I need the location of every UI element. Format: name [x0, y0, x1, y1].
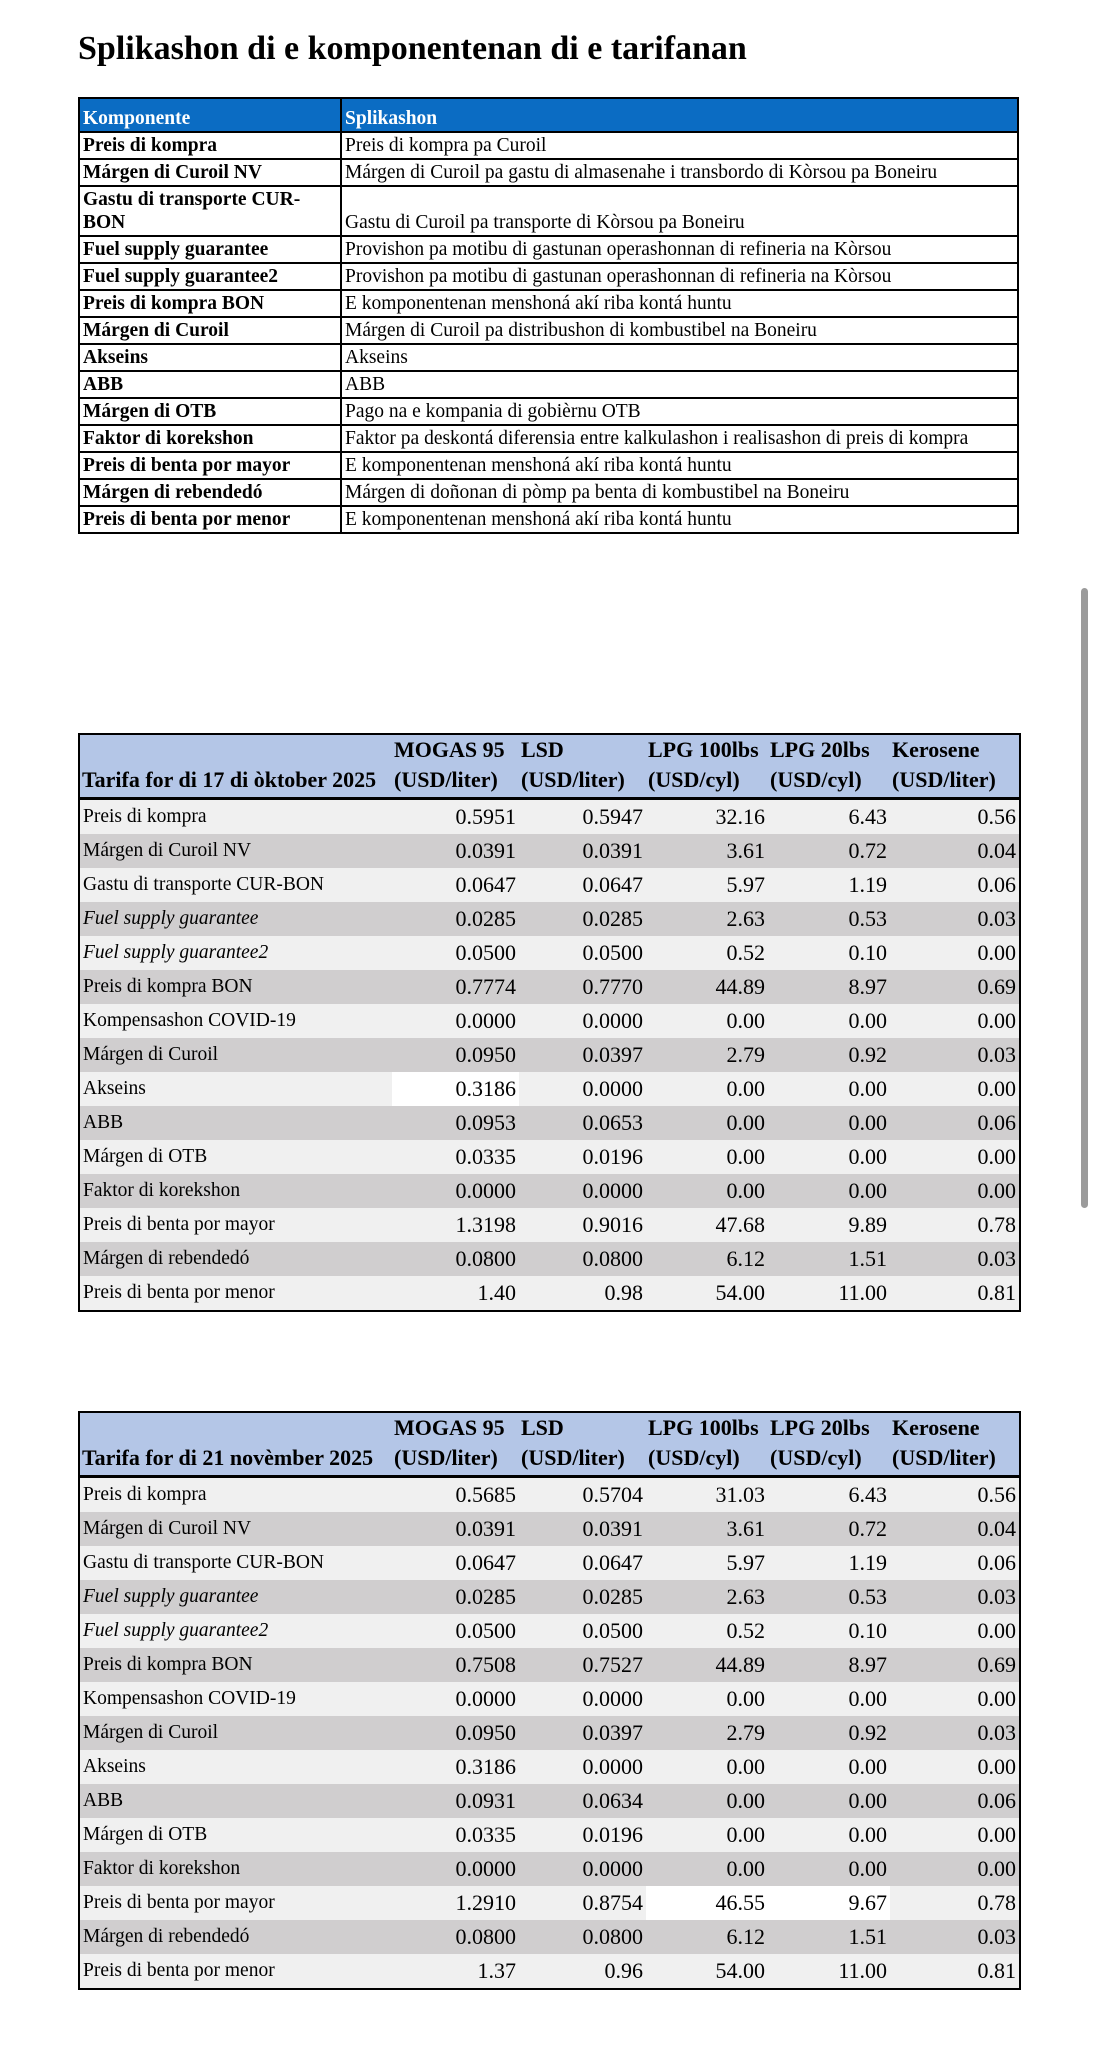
explanation-row: [79, 344, 1018, 371]
explanation-row: [79, 479, 1018, 506]
explanation-table: [78, 97, 1019, 534]
component-explanation: Pago na e kompania di gobièrnu OTB: [341, 398, 1018, 425]
row-label: ABB: [79, 1106, 392, 1140]
explanation-row: [79, 132, 1018, 159]
row-label: Akseins: [79, 1750, 392, 1784]
value-cell: 0.03: [890, 1242, 1020, 1276]
value-cell: 0.78: [890, 1886, 1020, 1920]
value-cell: 2.63: [646, 902, 768, 936]
value-cell: 0.0391: [519, 834, 646, 868]
value-cell: 0.00: [768, 1784, 890, 1818]
value-cell: 0.00: [646, 1852, 768, 1886]
value-cell: 0.00: [768, 1174, 890, 1208]
value-cell: 3.61: [646, 1512, 768, 1546]
row-label: Fuel supply guarantee: [79, 902, 392, 936]
component-explanation: Provishon pa motibu di gastunan operashonnan di refineria na Kòrsou: [341, 236, 1018, 263]
value-cell: 0.00: [646, 1004, 768, 1038]
value-cell: 47.68: [646, 1208, 768, 1242]
component-name: Fuel supply guarantee: [79, 236, 341, 263]
value-cell: 0.92: [768, 1038, 890, 1072]
component-explanation: Gastu di Curoil pa transporte di Kòrsou pa Boneiru: [341, 186, 1018, 236]
value-cell: 0.69: [890, 970, 1020, 1004]
value-cell: 2.79: [646, 1716, 768, 1750]
component-name: Márgen di Curoil: [79, 317, 341, 344]
value-cell: 0.52: [646, 936, 768, 970]
row-label: Preis di kompra BON: [79, 1648, 392, 1682]
value-cell: 0.06: [890, 1106, 1020, 1140]
value-cell: 0.5704: [519, 1477, 646, 1513]
table-row: [79, 1852, 1020, 1886]
value-cell: 0.00: [768, 1106, 890, 1140]
column-header: MOGAS 95 (USD/liter): [392, 734, 519, 799]
value-cell: 0.03: [890, 902, 1020, 936]
value-cell: 0.0285: [519, 902, 646, 936]
column-header: LPG 100lbs (USD/cyl): [646, 1412, 768, 1477]
value-cell: 0.00: [646, 1784, 768, 1818]
value-cell: 46.55: [646, 1886, 768, 1920]
component-explanation: Preis di kompra pa Curoil: [341, 132, 1018, 159]
value-cell: 0.00: [890, 1682, 1020, 1716]
component-name: Akseins: [79, 344, 341, 371]
value-cell: 0.5951: [392, 799, 519, 835]
value-cell: 8.97: [768, 1648, 890, 1682]
value-cell: 0.0950: [392, 1038, 519, 1072]
value-cell: 0.0647: [392, 868, 519, 902]
table-row: [79, 1682, 1020, 1716]
row-label: Márgen di Curoil NV: [79, 1512, 392, 1546]
value-cell: 0.00: [646, 1750, 768, 1784]
value-cell: 1.3198: [392, 1208, 519, 1242]
table-row: [79, 902, 1020, 936]
table-row: [79, 1954, 1020, 1989]
value-cell: 0.00: [890, 1852, 1020, 1886]
value-cell: 0.0800: [392, 1920, 519, 1954]
value-cell: 0.52: [646, 1614, 768, 1648]
value-cell: 0.0285: [519, 1580, 646, 1614]
component-name: Márgen di rebendedó: [79, 479, 341, 506]
value-cell: 0.8754: [519, 1886, 646, 1920]
row-label: Faktor di korekshon: [79, 1852, 392, 1886]
table-row: [79, 1208, 1020, 1242]
value-cell: 0.0647: [519, 1546, 646, 1580]
row-label: Márgen di OTB: [79, 1140, 392, 1174]
value-cell: 0.78: [890, 1208, 1020, 1242]
value-cell: 9.89: [768, 1208, 890, 1242]
row-label: Preis di benta por menor: [79, 1276, 392, 1311]
explanation-row: [79, 317, 1018, 344]
value-cell: 0.3186: [392, 1072, 519, 1106]
value-cell: 0.00: [890, 1750, 1020, 1784]
explanation-row: [79, 425, 1018, 452]
component-name: Márgen di OTB: [79, 398, 341, 425]
value-cell: 0.0335: [392, 1140, 519, 1174]
value-cell: 0.00: [646, 1818, 768, 1852]
value-cell: 0.0950: [392, 1716, 519, 1750]
value-cell: 0.06: [890, 1546, 1020, 1580]
value-cell: 0.0800: [392, 1242, 519, 1276]
table-row: [79, 1242, 1020, 1276]
value-cell: 0.00: [890, 1140, 1020, 1174]
value-cell: 2.63: [646, 1580, 768, 1614]
row-label: Gastu di transporte CUR-BON: [79, 868, 392, 902]
component-name: Preis di benta por mayor: [79, 452, 341, 479]
component-name: Márgen di Curoil NV: [79, 159, 341, 186]
row-label: Akseins: [79, 1072, 392, 1106]
value-cell: 0.00: [768, 1004, 890, 1038]
value-cell: 0.0285: [392, 1580, 519, 1614]
value-cell: 31.03: [646, 1477, 768, 1513]
table-row: [79, 834, 1020, 868]
component-explanation: Provishon pa motibu di gastunan operashonnan di refineria na Kòrsou: [341, 263, 1018, 290]
table-row: [79, 1106, 1020, 1140]
value-cell: 0.92: [768, 1716, 890, 1750]
value-cell: 0.0931: [392, 1784, 519, 1818]
component-name: Fuel supply guarantee2: [79, 263, 341, 290]
column-header: MOGAS 95 (USD/liter): [392, 1412, 519, 1477]
value-cell: 0.0800: [519, 1920, 646, 1954]
value-cell: 2.79: [646, 1038, 768, 1072]
value-cell: 0.0647: [519, 868, 646, 902]
value-cell: 1.51: [768, 1242, 890, 1276]
header-splikashon: Splikashon: [341, 98, 1018, 132]
scrollbar[interactable]: [1081, 588, 1088, 1208]
value-cell: 0.00: [890, 1614, 1020, 1648]
value-cell: 6.12: [646, 1242, 768, 1276]
value-cell: 0.00: [768, 1750, 890, 1784]
table-row: [79, 1716, 1020, 1750]
column-header: LSD (USD/liter): [519, 734, 646, 799]
value-cell: 44.89: [646, 970, 768, 1004]
value-cell: 0.00: [768, 1072, 890, 1106]
value-cell: 0.5947: [519, 799, 646, 835]
value-cell: 5.97: [646, 868, 768, 902]
value-cell: 0.0000: [392, 1852, 519, 1886]
value-cell: 0.00: [890, 1174, 1020, 1208]
value-cell: 0.0000: [519, 1852, 646, 1886]
row-label: Preis di benta por mayor: [79, 1886, 392, 1920]
value-cell: 0.00: [768, 1682, 890, 1716]
row-label: Faktor di korekshon: [79, 1174, 392, 1208]
value-cell: 0.5685: [392, 1477, 519, 1513]
value-cell: 6.12: [646, 1920, 768, 1954]
value-cell: 1.40: [392, 1276, 519, 1311]
explanation-row: [79, 371, 1018, 398]
component-explanation: E komponentenan menshoná akí riba kontá huntu: [341, 290, 1018, 317]
value-cell: 0.96: [519, 1954, 646, 1989]
component-explanation: Akseins: [341, 344, 1018, 371]
value-cell: 0.7774: [392, 970, 519, 1004]
row-label: Preis di benta por menor: [79, 1954, 392, 1989]
row-label: Gastu di transporte CUR-BON: [79, 1546, 392, 1580]
table-row: [79, 1614, 1020, 1648]
value-cell: 0.00: [646, 1682, 768, 1716]
value-cell: 0.0397: [519, 1038, 646, 1072]
row-label: Preis di benta por mayor: [79, 1208, 392, 1242]
row-label: Márgen di rebendedó: [79, 1920, 392, 1954]
value-cell: 0.0397: [519, 1716, 646, 1750]
column-header: LPG 100lbs (USD/cyl): [646, 734, 768, 799]
value-cell: 0.00: [646, 1106, 768, 1140]
value-cell: 0.03: [890, 1038, 1020, 1072]
value-cell: 54.00: [646, 1954, 768, 1989]
component-explanation: Márgen di Curoil pa distribushon di kombustibel na Boneiru: [341, 317, 1018, 344]
column-header: LSD (USD/liter): [519, 1412, 646, 1477]
table-row: [79, 1174, 1020, 1208]
column-header: Kerosene (USD/liter): [890, 1412, 1020, 1477]
value-cell: 0.0500: [392, 936, 519, 970]
value-cell: 0.72: [768, 1512, 890, 1546]
component-name: Faktor di korekshon: [79, 425, 341, 452]
explanation-row: [79, 452, 1018, 479]
value-cell: 0.00: [890, 936, 1020, 970]
value-cell: 0.00: [646, 1140, 768, 1174]
value-cell: 0.0000: [392, 1174, 519, 1208]
row-label: Márgen di rebendedó: [79, 1242, 392, 1276]
value-cell: 0.0285: [392, 902, 519, 936]
value-cell: 0.00: [646, 1174, 768, 1208]
value-cell: 44.89: [646, 1648, 768, 1682]
table-row: [79, 1477, 1020, 1513]
value-cell: 0.0000: [519, 1072, 646, 1106]
value-cell: 0.7527: [519, 1648, 646, 1682]
value-cell: 0.53: [768, 902, 890, 936]
row-label: Fuel supply guarantee2: [79, 936, 392, 970]
column-header: LPG 20lbs (USD/cyl): [768, 1412, 890, 1477]
value-cell: 0.03: [890, 1580, 1020, 1614]
value-cell: 0.72: [768, 834, 890, 868]
value-cell: 0.81: [890, 1954, 1020, 1989]
table-row: [79, 1818, 1020, 1852]
table-row: [79, 1276, 1020, 1311]
tariff-table-october: [78, 733, 1021, 1312]
table-row: [79, 1004, 1020, 1038]
table-row: [79, 1580, 1020, 1614]
component-explanation: Faktor pa deskontá diferensia entre kalkulashon i realisashon di preis di kompra: [341, 425, 1018, 452]
value-cell: 0.0000: [519, 1174, 646, 1208]
value-cell: 0.0196: [519, 1818, 646, 1852]
value-cell: 0.00: [768, 1852, 890, 1886]
explanation-row: [79, 159, 1018, 186]
value-cell: 0.0000: [519, 1750, 646, 1784]
explanation-row: [79, 236, 1018, 263]
value-cell: 0.10: [768, 1614, 890, 1648]
value-cell: 0.0500: [392, 1614, 519, 1648]
value-cell: 0.0000: [392, 1004, 519, 1038]
value-cell: 0.10: [768, 936, 890, 970]
value-cell: 0.0500: [519, 1614, 646, 1648]
value-cell: 0.0953: [392, 1106, 519, 1140]
row-label: Fuel supply guarantee: [79, 1580, 392, 1614]
component-name: Preis di kompra: [79, 132, 341, 159]
row-label: Preis di kompra BON: [79, 970, 392, 1004]
value-cell: 0.98: [519, 1276, 646, 1311]
value-cell: 0.00: [890, 1004, 1020, 1038]
value-cell: 54.00: [646, 1276, 768, 1311]
value-cell: 0.7508: [392, 1648, 519, 1682]
table-row: [79, 970, 1020, 1004]
column-header: Kerosene (USD/liter): [890, 734, 1020, 799]
table-row: [79, 1784, 1020, 1818]
value-cell: 0.00: [768, 1140, 890, 1174]
row-label: Preis di kompra: [79, 799, 392, 835]
table-row: [79, 1648, 1020, 1682]
table-row: [79, 1038, 1020, 1072]
value-cell: 0.7770: [519, 970, 646, 1004]
value-cell: 0.0000: [519, 1004, 646, 1038]
table-row: [79, 1512, 1020, 1546]
explanation-row: [79, 506, 1018, 533]
value-cell: 1.51: [768, 1920, 890, 1954]
component-name: Preis di kompra BON: [79, 290, 341, 317]
value-cell: 6.43: [768, 1477, 890, 1513]
value-cell: 0.0653: [519, 1106, 646, 1140]
table-row: [79, 1886, 1020, 1920]
value-cell: 0.03: [890, 1920, 1020, 1954]
row-label: Preis di kompra: [79, 1477, 392, 1513]
component-name: Gastu di transporte CUR-BON: [79, 186, 341, 236]
row-label: Márgen di Curoil: [79, 1716, 392, 1750]
explanation-header-row: [79, 98, 1018, 132]
row-label: ABB: [79, 1784, 392, 1818]
value-cell: 5.97: [646, 1546, 768, 1580]
value-cell: 32.16: [646, 799, 768, 835]
value-cell: 1.19: [768, 868, 890, 902]
table-row: [79, 799, 1020, 835]
value-cell: 0.3186: [392, 1750, 519, 1784]
value-cell: 0.0391: [519, 1512, 646, 1546]
value-cell: 0.00: [890, 1072, 1020, 1106]
value-cell: 0.0391: [392, 834, 519, 868]
value-cell: 0.56: [890, 1477, 1020, 1513]
value-cell: 0.69: [890, 1648, 1020, 1682]
table-row: [79, 1920, 1020, 1954]
component-explanation: Márgen di Curoil pa gastu di almasenahe i transbordo di Kòrsou pa Boneiru: [341, 159, 1018, 186]
explanation-row: [79, 398, 1018, 425]
header-komponente: Komponente: [79, 98, 341, 132]
value-cell: 1.37: [392, 1954, 519, 1989]
component-explanation: E komponentenan menshoná akí riba kontá huntu: [341, 506, 1018, 533]
value-cell: 9.67: [768, 1886, 890, 1920]
table-row: [79, 1750, 1020, 1784]
value-cell: 1.19: [768, 1546, 890, 1580]
value-cell: 0.03: [890, 1716, 1020, 1750]
value-cell: 0.00: [768, 1818, 890, 1852]
table-row: [79, 1546, 1020, 1580]
value-cell: 0.00: [890, 1818, 1020, 1852]
component-name: Preis di benta por menor: [79, 506, 341, 533]
value-cell: 0.0647: [392, 1546, 519, 1580]
value-cell: 11.00: [768, 1276, 890, 1311]
component-explanation: E komponentenan menshoná akí riba kontá huntu: [341, 452, 1018, 479]
row-label: Márgen di OTB: [79, 1818, 392, 1852]
explanation-row: [79, 186, 1018, 236]
row-label: Kompensashon COVID-19: [79, 1682, 392, 1716]
component-explanation: Márgen di doñonan di pòmp pa benta di kombustibel na Boneiru: [341, 479, 1018, 506]
value-cell: 0.0000: [519, 1682, 646, 1716]
row-label: Fuel supply guarantee2: [79, 1614, 392, 1648]
value-cell: 0.0196: [519, 1140, 646, 1174]
tariff-title: Tarifa for di 17 di òktober 2025: [79, 734, 392, 799]
explanation-row: [79, 263, 1018, 290]
row-label: Kompensashon COVID-19: [79, 1004, 392, 1038]
value-cell: 0.06: [890, 1784, 1020, 1818]
value-cell: 0.0634: [519, 1784, 646, 1818]
table-row: [79, 1072, 1020, 1106]
value-cell: 8.97: [768, 970, 890, 1004]
tariff-header-row: [79, 734, 1020, 799]
table-row: [79, 1140, 1020, 1174]
value-cell: 0.0500: [519, 936, 646, 970]
tariff-table-november: [78, 1411, 1021, 1990]
value-cell: 0.81: [890, 1276, 1020, 1311]
page-title: Splikashon di e komponentenan di e tarifanan: [78, 30, 747, 67]
value-cell: 0.0391: [392, 1512, 519, 1546]
explanation-row: [79, 290, 1018, 317]
value-cell: 0.06: [890, 868, 1020, 902]
value-cell: 0.56: [890, 799, 1020, 835]
column-header: LPG 20lbs (USD/cyl): [768, 734, 890, 799]
value-cell: 0.0800: [519, 1242, 646, 1276]
component-explanation: ABB: [341, 371, 1018, 398]
tariff-header-row: [79, 1412, 1020, 1477]
value-cell: 0.00: [646, 1072, 768, 1106]
value-cell: 0.04: [890, 1512, 1020, 1546]
table-row: [79, 936, 1020, 970]
value-cell: 0.9016: [519, 1208, 646, 1242]
tariff-title: Tarifa for di 21 novèmber 2025: [79, 1412, 392, 1477]
value-cell: 6.43: [768, 799, 890, 835]
value-cell: 0.53: [768, 1580, 890, 1614]
value-cell: 0.0000: [392, 1682, 519, 1716]
row-label: Márgen di Curoil NV: [79, 834, 392, 868]
component-name: ABB: [79, 371, 341, 398]
table-row: [79, 868, 1020, 902]
row-label: Márgen di Curoil: [79, 1038, 392, 1072]
value-cell: 1.2910: [392, 1886, 519, 1920]
value-cell: 3.61: [646, 834, 768, 868]
value-cell: 11.00: [768, 1954, 890, 1989]
value-cell: 0.04: [890, 834, 1020, 868]
value-cell: 0.0335: [392, 1818, 519, 1852]
